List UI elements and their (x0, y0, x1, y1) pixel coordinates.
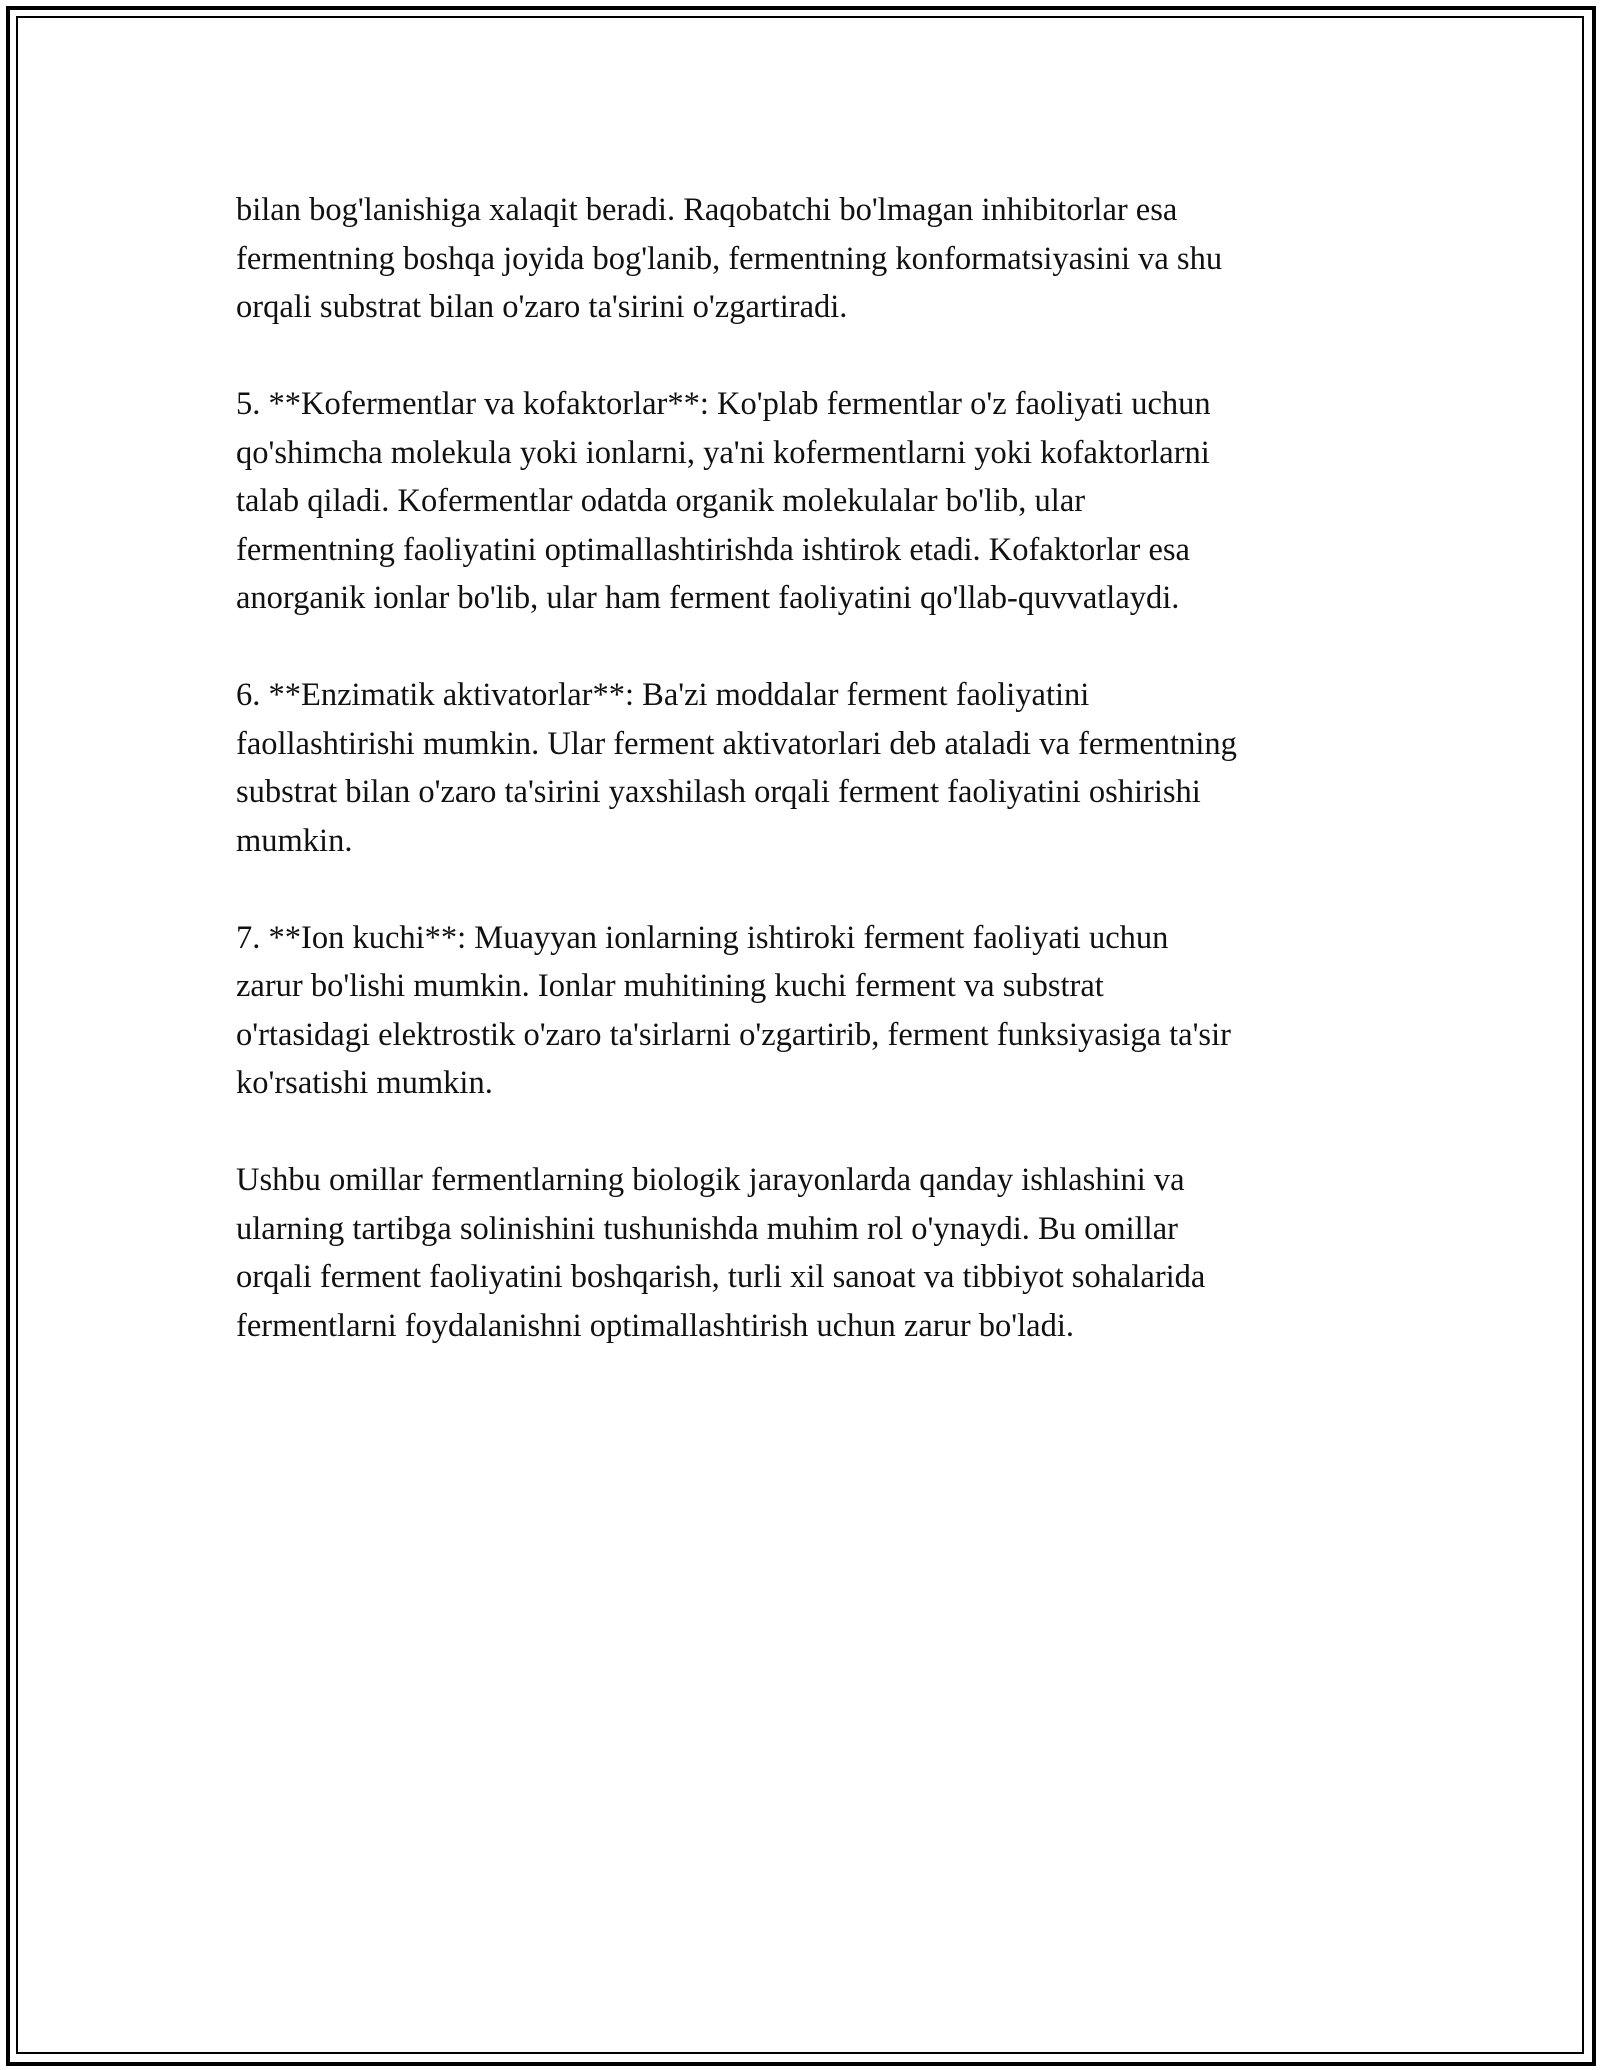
paragraph-ionic-strength: 7. **Ion kuchi**: Muayyan ionlarning ishtiroki ferment faoliyati uchun zarur bo'lishi mumkin. Ionlar muhitining kuchi ferment va substrat o'rtasidagi elektrostik o'zaro ta'sirlarni o'zgartirib, ferment funksiyasiga ta'sir ko'rsatishi mumkin. (236, 919, 1231, 1101)
paragraph-inhibitors-continued: bilan bog'lanishiga xalaqit beradi. Raqobatchi bo'lmagan inhibitorlar esa fermentning boshqa joyida bog'lanib, fermentning konformatsiyasini va shu orqali substrat bilan o'zaro ta'sirini o'zgartiradi. (236, 192, 1223, 325)
paragraph-conclusion: Ushbu omillar fermentlarning biologik jarayonlarda qanday ishlashini va ularning tartibga solinishini tushunishda muhim rol o'ynaydi. Bu omillar orqali ferment faoliyatini boshqarish, turli xil sanoat va tibbiyot sohalarida fermentlarni foydalanishni optimallashtirish uchun zarur bo'ladi. (236, 1162, 1206, 1344)
paragraph-cofactors: 5. **Kofermentlar va kofaktorlar**: Ko'plab fermentlar o'z faoliyati uchun qo'shimcha molekula yoki ionlarni, ya'ni kofermentlarni yoki kofaktorlarni talab qiladi. Kofermentlar odatda organik molekulalar bo'lib, ular fermentning faoliyatini optimallashtirishda ishtirok etadi. Kofaktorlar esa anorganik ionlar bo'lib, ular ham ferment faoliyatini qo'llab-quvvatlaydi. (236, 386, 1211, 616)
paragraph-activators: 6. **Enzimatik aktivatorlar**: Ba'zi moddalar ferment faoliyatini faollashtirishi mumkin. Ular ferment aktivatorlari deb ataladi va fermentning substrat bilan o'zaro ta'sirini yaxshilash orqali ferment faoliyatini oshirishi mumkin. (236, 677, 1237, 859)
document-body (236, 186, 1376, 1399)
